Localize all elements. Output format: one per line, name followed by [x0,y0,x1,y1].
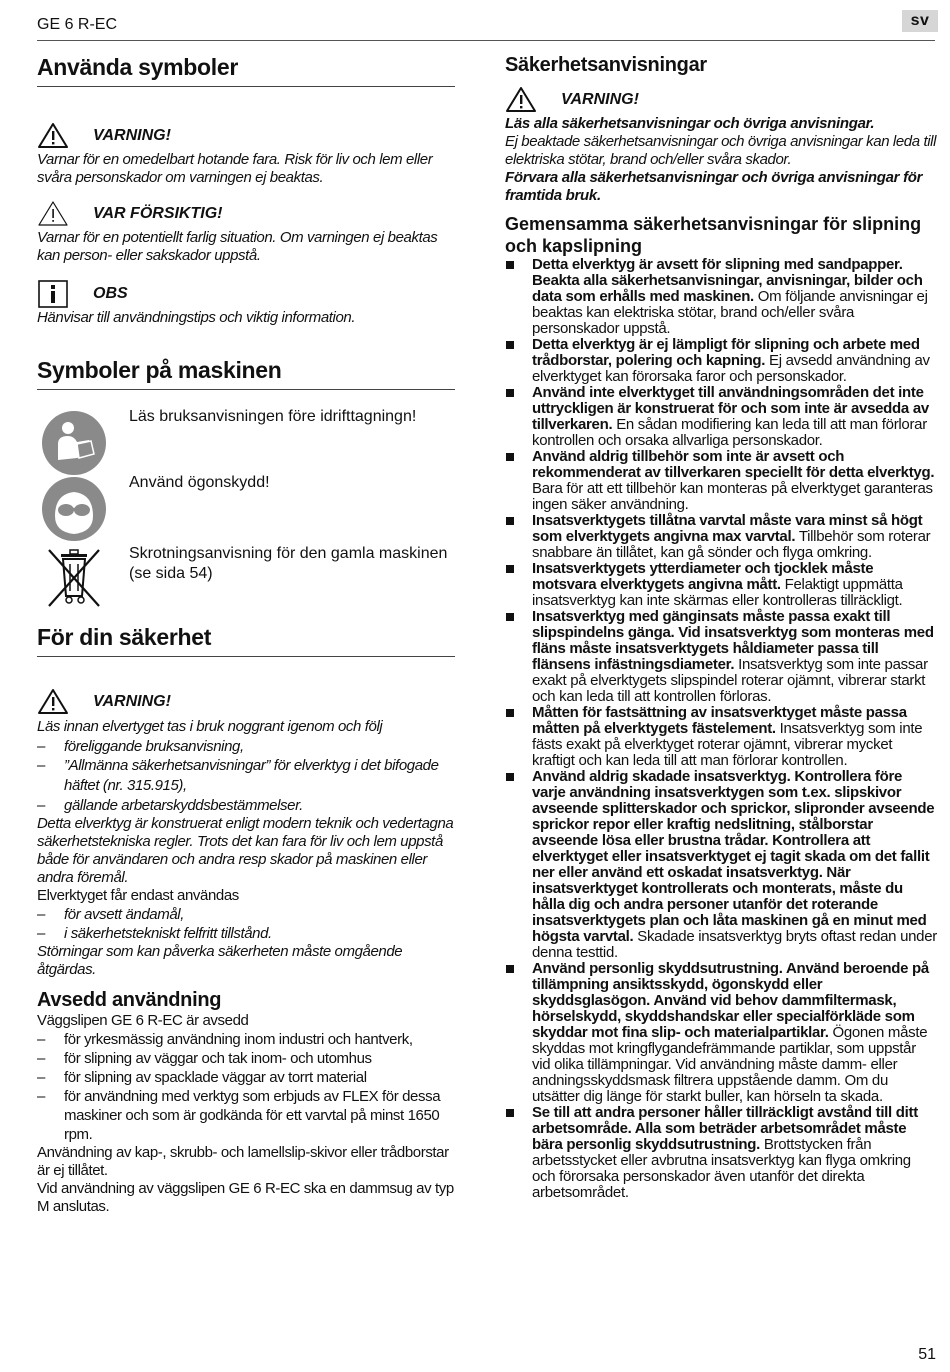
symbol-text-eye: Använd ögonskydd! [129,474,270,491]
symbol-row-eye [37,476,455,542]
bullet-square-icon [506,1109,514,1117]
eye-protection-icon [41,476,107,542]
use-only-item: – för avsett ändamål, [37,906,184,923]
right-warning-bold2: Förvara alla säkerhetsanvisningar och övriga anvisningar för framtida bruk. [505,169,923,204]
symbol-text-manual: Läs bruksanvisningen före idrifttagningn! [129,408,417,425]
use-only-intro: Elverktyget får endast användas [37,887,239,904]
intended-use-title: Avsedd användning [37,989,222,1011]
right-warning-label: VARNING! [561,91,639,108]
safety-body: Detta elverktyg är konstruerat enligt modern teknik och vedertagna säkerhetstekniska regler. Trots det kan fara för liv och lem uppstå både för användaren och andra resp skador på maskinen eller andra föremål. [37,815,454,886]
safety-bullet: Insatsverktygets ytterdiameter och tjocklek måste motsvara elverktygets angivna mått. Felaktigt uppmätta insatsverktyg kan inte skärmas eller kontrolleras tillräckligt. [505,561,937,609]
safety-warning-label: VARNING! [93,693,171,710]
intended-item: – för slipning av väggar och tak inom- och utomhus [37,1050,372,1067]
symbol-row-manual [37,410,455,476]
intended-item: – för användning med verktyg som erbjuds av FLEX för dessa maskiner och som är godkända för ett varvtal på minst 1650 rpm. [37,1088,441,1143]
safety-warning-head [37,687,455,717]
safety-instructions-title: Säkerhetsanvisningar [505,54,707,76]
language-badge: sv [902,10,938,32]
vacuum-text: Vid användning av väggslipen GE 6 R-EC ska en dammsug av typ M anslutas. [37,1180,454,1215]
intended-intro: Väggslipen GE 6 R-EC är avsedd [37,1012,249,1029]
disturbance-text: Störningar som kan påverka säkerheten måste omgående åtgärdas. [37,943,403,978]
read-manual-icon [41,410,107,476]
bullet-square-icon [506,965,514,973]
bullet-square-icon [506,261,514,269]
safety-bullet: Insatsverktyg med gänginsats måste passa exakt till slipspindelns gänga. Vid insatsverktyg som monteras med fläns måste insatsverktygets håldiameter passa till flänsens infästningsdiameter. Insatsverktyg som inte passar exakt på elverktygets slipspindel roterar ojämnt, vibrerar starkt och kan leda till att kontrollen förloras. [505,609,937,705]
safety-item: – ”Allmänna säkerhetsanvisningar” för elverktyg i det bifogade häftet (nr. 315.915), [37,757,439,794]
bullet-square-icon [506,341,514,349]
bullet-square-icon [506,517,514,525]
safety-bullet: Detta elverktyg är ej lämpligt för slipning och arbete med trådborstar, polering och kapning. Ej avsedd användning av elverktyget kan förorsaka faror och personskador. [505,337,937,385]
warning-triangle-icon [505,86,543,114]
caution-triangle-icon [37,200,75,228]
right-column [505,54,937,1201]
symbol-row-bin [37,544,455,610]
warning-head [37,121,455,151]
header-model: GE 6 R-EC [37,16,118,33]
info-icon [37,280,75,308]
safety-title: För din säkerhet [37,624,455,657]
safety-bullet: Se till att andra personer håller tillräckligt avstånd till ditt arbetsområde. Alla som beträder arbetsområdet måste bära personlig skyddsutrustning. Brottstycken från arbetsstycket eller avbrutna insatsverktyg kan flyga omkring och förorsaka personskador även utanför det direkta arbetsområdet. [505,1105,937,1201]
right-warning-text: Ej beaktade säkerhetsanvisningar och övriga anvisningar kan leda till elektriska stötar, brand och/eller svåra skador. [505,133,937,168]
bullet-square-icon [506,389,514,397]
bullet-square-icon [506,613,514,621]
safety-item: – föreliggande bruksanvisning, [37,738,244,755]
note-label: OBS [93,285,128,302]
page-number: 51 [918,1346,936,1363]
safety-bullet: Insatsverktygets tillåtna varvtal måste vara minst så högt som elverktygets angivna max varvtal. Tillbehör som roterar snabbare än tillåtet, kan gå sönder och flyga omkring. [505,513,937,561]
bullet-square-icon [506,773,514,781]
caution-head [37,199,455,229]
safety-item: – gällande arbetarskyddsbestämmelser. [37,797,303,814]
safety-bullet: Måtten för fastsättning av insatsverktyget måste passa måtten på elverktygets fästelement. Insatsverktyg som inte fästs exakt på elverktyget roterar ojämnt, vibrerar mycket kraftigt och kan leda till att man förlorar kontrollen. [505,705,937,769]
intended-item: – för yrkesmässig användning inom industri och hantverk, [37,1031,413,1048]
bullet-square-icon [506,709,514,717]
safety-bullet: Använd aldrig tillbehör som inte är avsett och rekommenderat av tillverkaren speciellt för detta elverktyg. Bara för att ett tillbehör kan monteras på elverktyget garanteras ingen säker användning. [505,449,937,513]
safety-intro: Läs innan elvertyget tas i bruk noggrant igenom och följ [37,718,383,735]
caution-label: VAR FÖRSIKTIG! [93,205,223,222]
caution-text: Varnar för en potentiellt farlig situation. Om varningen ej beaktas kan person- eller sakskador uppstå. [37,229,438,264]
safety-bullet: Använd aldrig skadade insatsverktyg. Kontrollera före varje användning insatsverktygen som t.ex. slipskivor avseende splitterskador och sprickor, slipronder avseende sprickor repor eller kraftig nedslitning, stålborstar avseende lösa eller brustna trådar. Kontrollera att elverktyget eller insatsverktyget ej tagit skada om det fallit ner eller använd ett oskadat insatsverktyg. När insatsverktyget kontrollerats och monterats, måste du hålla dig och andra personer utanför det roterande insatsverktygets plan och låta maskinen gå en minut med högsta varvtal. Skadade insatsverktyg bryts oftast redan under denna testtid. [505,769,937,961]
safety-bullet-list [505,257,937,1201]
note-text: Hänvisar till användningstips och viktig information. [37,309,356,326]
symbol-text-bin: Skrotningsanvisning för den gamla maskinen (se sida 54) [129,545,448,582]
header-line [37,40,935,41]
bullet-square-icon [506,565,514,573]
safety-bullet: Använd personlig skyddsutrustning. Använd beroende på tillämpning ansiktsskydd, ögonskydd eller skyddsglasögon. Använd vid behov dammfiltermask, hörselskydd, skyddshandskar eller specialförkläde som skyddar mot fina slip- och materialpartiklar. Ögonen måste skyddas mot kringflygandefrämmande partiklar, som uppstår vid olika tillämpningar. Vid användning måste damm- eller andningsskyddsmask filtrera uppstående damm. Om du utsätter dig länge för starkt buller, kan hörseln ta skada. [505,961,937,1105]
right-warning-bold1: Läs alla säkerhetsanvisningar och övriga anvisningar. [505,115,875,132]
safety-bullet: Använd inte elverktyget till användningsområden det inte uttryckligen är konstruerat för och som inte är avsedda av tillverkaren. En sådan modifiering kan leda till att man förlorar kontrollen och orsaka allvarliga personskador. [505,385,937,449]
machine-symbols-title: Symboler på maskinen [37,357,455,390]
use-only-item: – i säkerhetstekniskt felfritt tillstånd. [37,925,272,942]
symbols-title: Använda symboler [37,54,455,87]
note-head [37,279,455,309]
warning-triangle-icon [37,688,75,716]
bullet-square-icon [506,453,514,461]
warning-text: Varnar för en omedelbart hotande fara. Risk för liv och lem eller svåra personskador om varningen ej beaktas. [37,151,433,186]
grinding-subtitle: Gemensamma säkerhetsanvisningar för slipning och kapslipning [505,214,922,256]
warning-label: VARNING! [93,127,171,144]
warning-triangle-icon [37,122,75,150]
safety-bullet: Detta elverktyg är avsett för slipning med sandpapper. Beakta alla säkerhetsanvisningar, anvisningar, bilder och data som erhålls med maskinen. Om följande anvisningar ej beaktas kan elektriska stötar, brand och/eller svåra personskador uppstå. [505,257,937,337]
right-warning-head [505,85,937,115]
not-allowed-text: Användning av kap-, skrubb- och lamellslip-skivor eller trådborstar är ej tillåtet. [37,1144,449,1179]
left-column [37,54,455,1216]
crossed-bin-icon [41,544,107,610]
intended-item: – för slipning av spacklade väggar av torrt material [37,1069,367,1086]
